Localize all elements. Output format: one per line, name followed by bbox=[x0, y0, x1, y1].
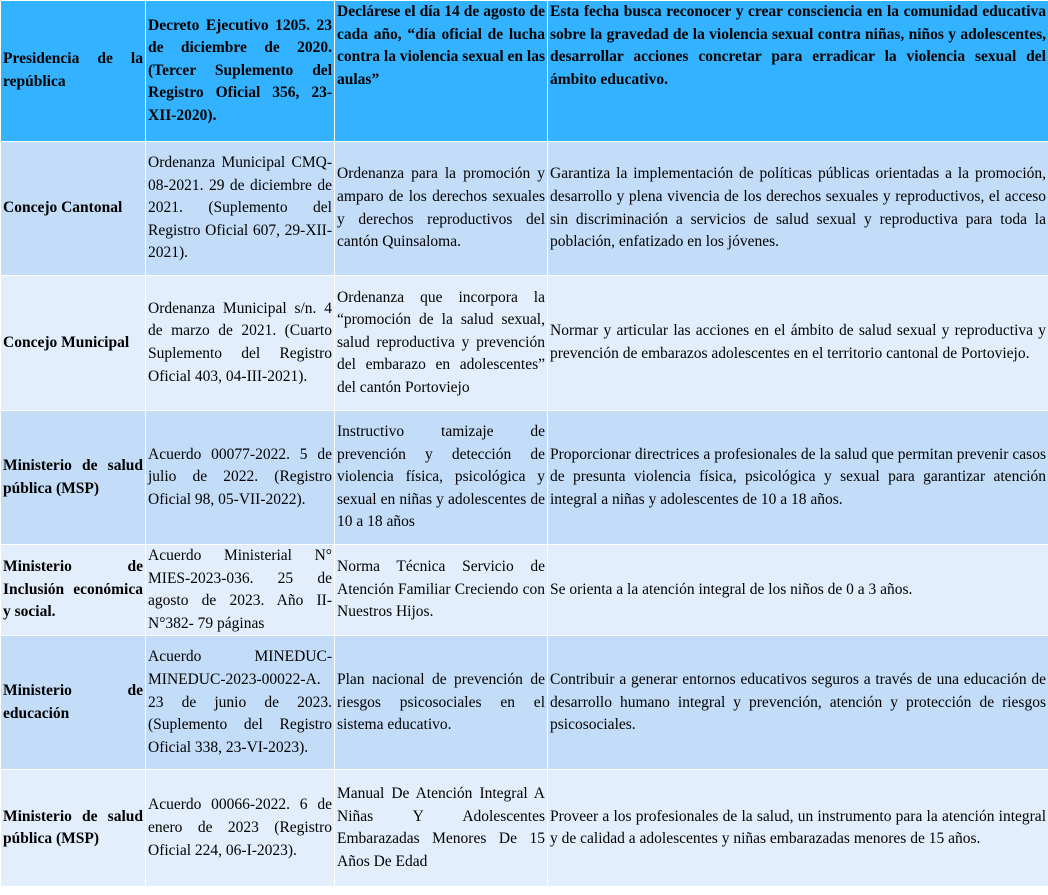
instrument-cell: Acuerdo 00077-2022. 5 de julio de 2022. (Registro Oficial 98, 05-VII-2022). bbox=[146, 411, 335, 545]
instrument-cell: Acuerdo MINEDUC-MINEDUC-2023-00022-A. 23 de junio de 2023. (Suplemento del Registro Oficial 338, 23-VI-2023). bbox=[146, 636, 335, 770]
purpose-cell: Normar y articular las acciones en el ámbito de salud sexual y reproductiva y prevención de embarazos adolescentes en el territorio cantonal de Portoviejo. bbox=[548, 276, 1048, 411]
instrument-cell: Ordenanza Municipal s/n. 4 de marzo de 2021. (Cuarto Suplemento del Registro Oficial 403, 04-III-2021). bbox=[146, 276, 335, 411]
purpose-cell: Contribuir a generar entornos educativos seguros a través de una educación de desarrollo humano integral y prevención, atención y protección de riesgos psicosociales. bbox=[548, 636, 1048, 770]
name-cell: Ordenanza que incorpora la “promoción de la salud sexual, salud reproductiva y prevención del embarazo en adolescentes” del cantón Portoviejo bbox=[335, 276, 548, 411]
instrument-cell: Decreto Ejecutivo 1205. 23 de diciembre de 2020. (Tercer Suplemento del Registro Oficial 356, 23-XII-2020). bbox=[146, 1, 335, 142]
entity-cell: Concejo Cantonal bbox=[1, 142, 146, 276]
entity-cell: Concejo Municipal bbox=[1, 276, 146, 411]
name-cell: Instructivo tamizaje de prevención y detección de violencia física, psicológica y sexual en niñas y adolescentes de 10 a 18 años bbox=[335, 411, 548, 545]
entity-cell: Ministerio de salud pública (MSP) bbox=[1, 411, 146, 545]
table-row bbox=[1, 276, 1048, 411]
instrument-cell: Acuerdo 00066-2022. 6 de enero de 2023 (Registro Oficial 224, 06-I-2023). bbox=[146, 770, 335, 887]
purpose-cell: Se orienta a la atención integral de los niños de 0 a 3 años. bbox=[548, 545, 1048, 636]
entity-cell: Ministerio de Inclusión económica y social. bbox=[1, 545, 146, 636]
name-cell: Declárese el día 14 de agosto de cada año, “día oficial de lucha contra la violencia sexual en las aulas” bbox=[335, 1, 548, 142]
purpose-cell: Proveer a los profesionales de la salud, un instrumento para la atención integral y de calidad a adolescentes y niñas embarazadas menores de 15 años. bbox=[548, 770, 1048, 887]
table-row bbox=[1, 1, 1048, 142]
table-row bbox=[1, 142, 1048, 276]
table-row bbox=[1, 770, 1048, 887]
purpose-cell: Esta fecha busca reconocer y crear consciencia en la comunidad educativa sobre la gravedad de la violencia sexual contra niñas, niños y adolescentes, desarrollar acciones concretar para erradicar la violencia sexual del ámbito educativo. bbox=[548, 1, 1048, 142]
table-row bbox=[1, 545, 1048, 636]
purpose-cell: Garantiza la implementación de políticas públicas orientadas a la promoción, desarrollo y plena vivencia de los derechos sexuales y reproductivos, el acceso sin discriminación a servicios de salud sexual y reproductiva para toda la población, enfatizado en los jóvenes. bbox=[548, 142, 1048, 276]
table-row bbox=[1, 411, 1048, 545]
entity-cell: Ministerio de salud pública (MSP) bbox=[1, 770, 146, 887]
entity-cell: Ministerio de educación bbox=[1, 636, 146, 770]
name-cell: Manual De Atención Integral A Niñas Y Adolescentes Embarazadas Menores De 15 Años De Edad bbox=[335, 770, 548, 887]
instrument-cell: Ordenanza Municipal CMQ-08-2021. 29 de diciembre de 2021. (Suplemento del Registro Oficial 607, 29-XII-2021). bbox=[146, 142, 335, 276]
purpose-cell: Proporcionar directrices a profesionales de la salud que permitan prevenir casos de presunta violencia física, psicológica y sexual para garantizar atención integral a niñas y adolescentes de 10 a 18 años. bbox=[548, 411, 1048, 545]
name-cell: Ordenanza para la promoción y amparo de los derechos sexuales y derechos reproductivos del cantón Quinsaloma. bbox=[335, 142, 548, 276]
table-row bbox=[1, 636, 1048, 770]
name-cell: Plan nacional de prevención de riesgos psicosociales en el sistema educativo. bbox=[335, 636, 548, 770]
name-cell: Norma Técnica Servicio de Atención Familiar Creciendo con Nuestros Hijos. bbox=[335, 545, 548, 636]
instrument-cell: Acuerdo Ministerial N° MIES-2023-036. 25 de agosto de 2023. Año II- N°382- 79 páginas bbox=[146, 545, 335, 636]
entity-cell: Presidencia de la república bbox=[1, 1, 146, 142]
